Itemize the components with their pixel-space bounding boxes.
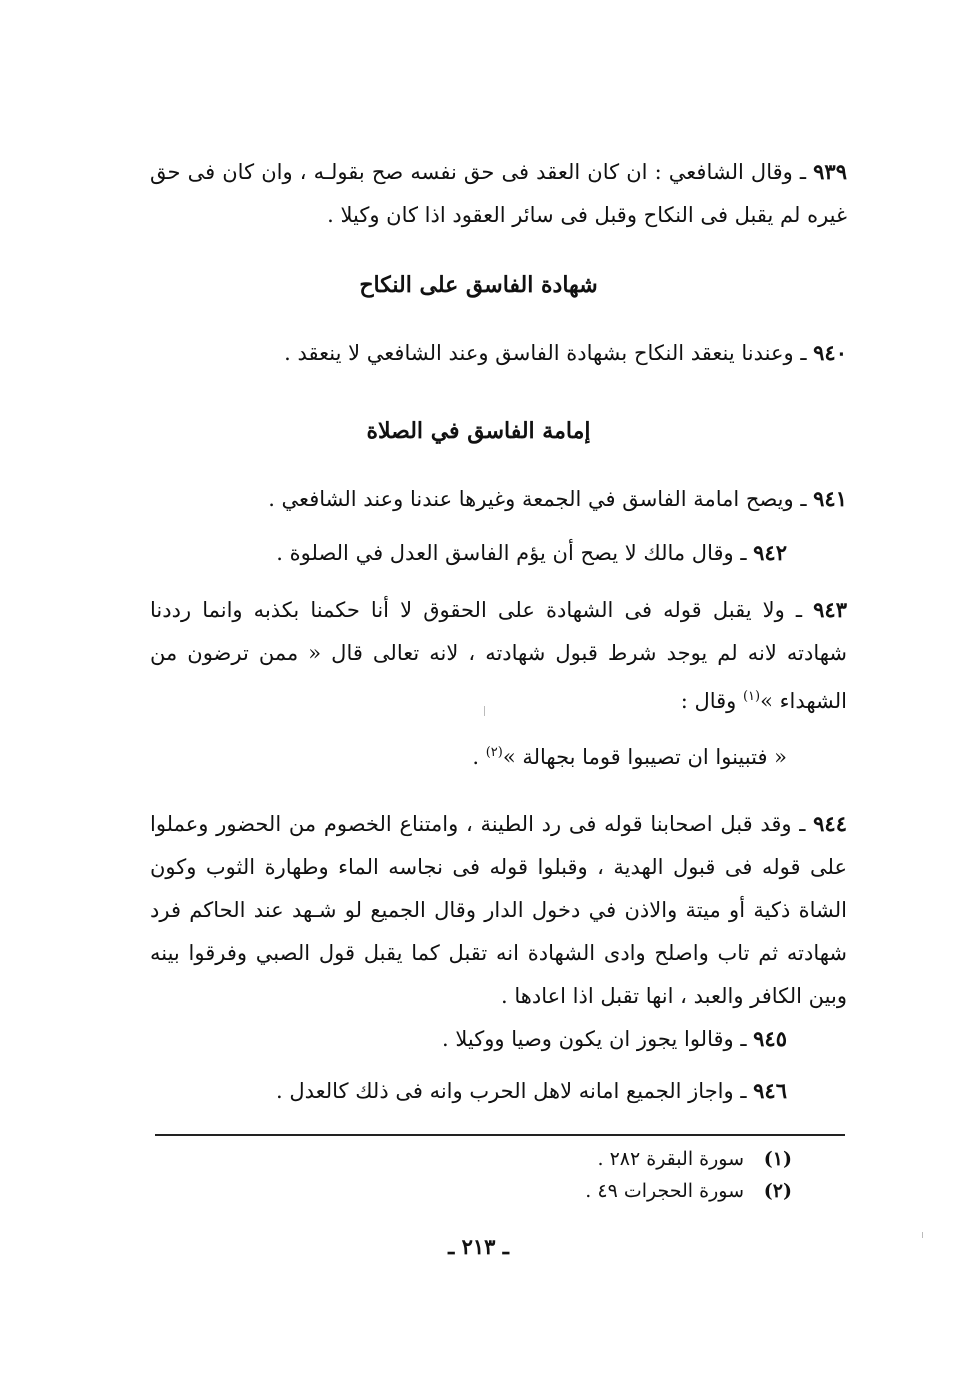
scan-mark: [484, 706, 485, 716]
section-heading-fasiq-imamah: إمامة الفاسق في الصلاة: [366, 418, 591, 444]
quote-end: .: [472, 745, 486, 769]
paragraph-940: [284, 340, 847, 365]
paragraph-text: ـ وقد قبل اصحابنا قوله فى رد الطينة ، وامتناع الخصوم من الحضور وعملوا على قوله فى قبول الهدية ، وقبلوا قوله فى نجاسه الماء وطهارة الثوب وكون الشاة ذكية أو ميتة والاذن في دخول الدار وقال الجميع لو شـهد عند الحاكم فرد شهادته ثم تاب واصلح وادى الشهادة انه تقبل كما يقبل قول الصبي وفرقوا بينه وبين الكافر والعبد ، انها تقبل اذا اعادها .: [150, 812, 847, 1008]
paragraph-text: ـ وقال مالك لا يصح أن يؤم الفاسق العدل في الصلوة .: [276, 541, 754, 565]
footnote-number: (٢): [763, 1180, 792, 1202]
paragraph-946: [276, 1078, 787, 1103]
paragraph-text: ـ ويصح امامة الفاسق في الجمعة وغيرها عندنا وعند الشافعي .: [268, 487, 814, 511]
paragraph-944: [150, 802, 847, 1018]
footnote-divider: [155, 1134, 845, 1136]
paragraph-number: ٩٤٢: [753, 540, 787, 565]
section-heading-fasiq-nikah: شهادة الفاسق على النكاح: [359, 272, 598, 298]
paragraph-number: ٩٤٠: [813, 340, 847, 365]
paragraph-text: ـ وقالوا يجوز ان يكون وصيا ووكيلا .: [442, 1027, 754, 1051]
page-number: ـ ٢١٣ ـ: [448, 1234, 509, 1259]
paragraph-number: ٩٤٦: [753, 1078, 787, 1103]
paragraph-number: ٩٤٣: [813, 597, 847, 622]
footnote-ref-2[interactable]: (٢): [485, 745, 503, 760]
paragraph-945: [442, 1026, 787, 1051]
footnote-2: [585, 1180, 792, 1202]
footnote-text: سورة البقرة ٢٨٢ .: [597, 1148, 744, 1170]
footnote-number: (١): [763, 1148, 792, 1170]
paragraph-941: [268, 486, 847, 511]
paragraph-939: [150, 150, 847, 237]
footnote-ref-1[interactable]: (١): [742, 689, 761, 704]
paragraph-text: ـ وقال الشافعي : ان كان العقد فى حق نفسه صح بقولـه ، وان كان فى حق غيره لم يقبل فى النكاح وقبل فى سائر العقود اذا كان وكيلا .: [150, 160, 847, 227]
paragraph-text: ـ ولا يقبل قوله فى الشهادة على الحقوق لا أنا حكمنا بكذبه وانما رددنا شهادته لانه لم يوجد شرط قبول شهادته ، لانه تعالى قال « ممن ترضون من الشهداء »: [150, 598, 847, 713]
paragraph-number: ٩٤١: [813, 486, 847, 511]
paragraph-number: ٩٣٩: [813, 159, 847, 184]
footnote-1: [597, 1148, 792, 1170]
footnote-text: سورة الحجرات ٤٩ .: [585, 1180, 744, 1202]
scan-mark: [922, 1232, 923, 1238]
paragraph-text: ـ واجاز الجميع امانه لاهل الحرب وانه فى ذلك كالعدل .: [276, 1079, 754, 1103]
paragraph-number: ٩٤٥: [753, 1026, 787, 1051]
quran-quote: [472, 745, 787, 769]
paragraph-text-tail: وقال :: [680, 689, 743, 713]
paragraph-number: ٩٤٤: [813, 811, 847, 836]
paragraph-943: [150, 588, 847, 723]
quote-text: « فتبينوا ان تصيبوا قوما بجهالة »: [502, 745, 787, 769]
paragraph-942: [276, 540, 787, 565]
paragraph-text: ـ وعندنا ينعقد النكاح بشهادة الفاسق وعند الشافعي لا ينعقد .: [284, 341, 814, 365]
